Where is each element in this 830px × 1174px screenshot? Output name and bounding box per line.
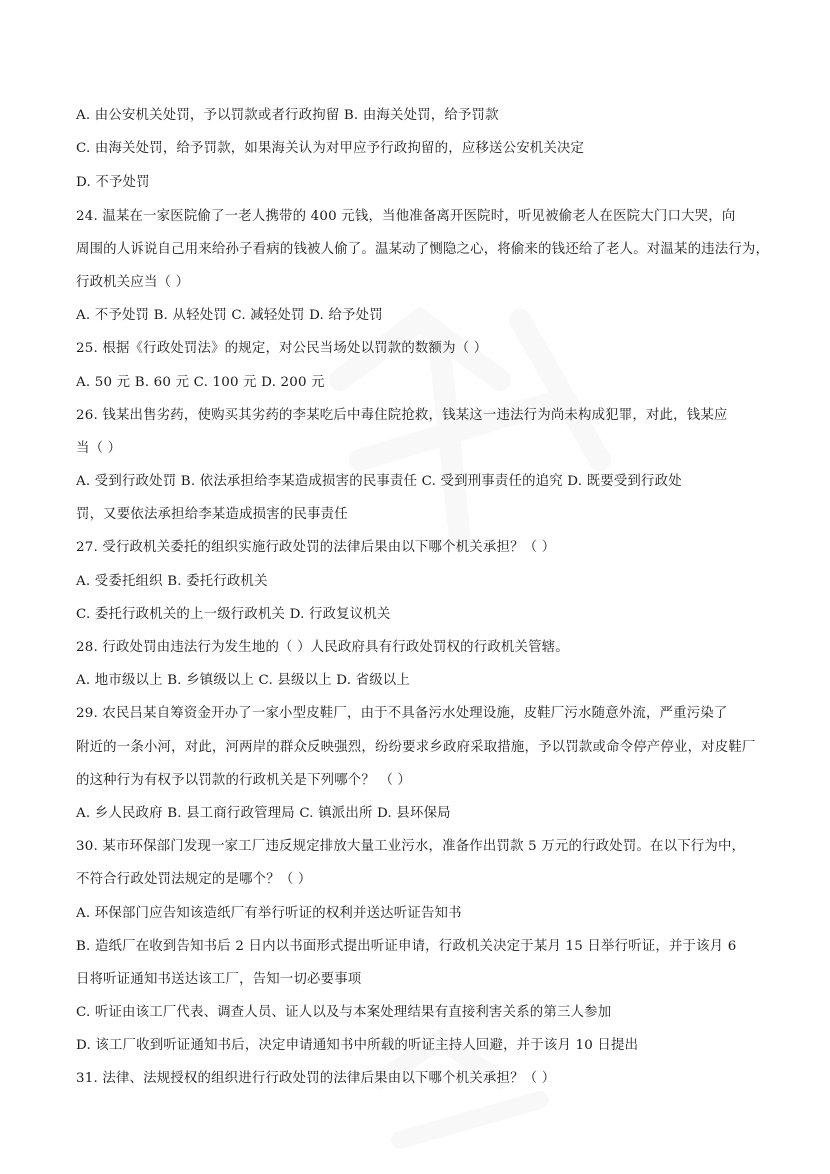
option-30-a: A. 环保部门应告知该造纸厂有举行听证的权利并送达听证告知书	[76, 906, 462, 921]
question-30-line-1: 30. 某市环保部门发现一家工厂违反规定排放大量工业污水，准备作出罚款 5 万元的行政处罚。在以下行为中，	[76, 839, 746, 854]
option-30-b-line-1: B. 造纸厂在收到告知书后 2 日内以书面形式提出听证申请，行政机关决定于某月 15 日举行听证，并于该月 6	[76, 939, 737, 954]
question-26-line-2: 当（ ）	[76, 441, 122, 456]
options-27-line-2: C. 委托行政机关的上一级行政机关 D. 行政复议机关	[76, 607, 391, 622]
option-line-23-d: D. 不予处罚	[76, 175, 150, 190]
question-24-line-1: 24. 温某在一家医院偷了一老人携带的 400 元钱，当他准备离开医院时，听见被偷老人在医院大门口大哭，向	[76, 209, 736, 224]
question-24-line-2: 周围的人诉说自己用来给孙子看病的钱被人偷了。温某动了恻隐之心，将偷来的钱还给了老人。对温某的违法行为，	[76, 242, 770, 257]
options-24: A. 不予处罚 B. 从轻处罚 C. 减轻处罚 D. 给予处罚	[76, 308, 383, 323]
question-29-line-3: 的这种行为有权予以罚款的行政机关是下列哪个？ （ ）	[76, 773, 412, 788]
options-27-line-1: A. 受委托组织 B. 委托行政机关	[76, 574, 268, 589]
question-29-line-1: 29. 农民吕某自筹资金开办了一家小型皮鞋厂，由于不具备污水处理设施，皮鞋厂污水随意外流，严重污染了	[76, 706, 728, 721]
question-26-line-1: 26. 钱某出售劣药，使购买其劣药的李某吃后中毒住院抢救，钱某这一违法行为尚未构成犯罪，对此，钱某应	[76, 408, 728, 423]
options-26-line-2: 罚，又要依法承担给李某造成损害的民事责任	[76, 507, 348, 522]
question-31: 31. 法律、法规授权的组织进行行政处罚的法律后果由以下哪个机关承担？（ ）	[76, 1071, 556, 1086]
question-29-line-2: 附近的一条小河，对此，河两岸的群众反映强烈，纷纷要求乡政府采取措施，予以罚款或命令停产停业，对皮鞋厂	[76, 740, 756, 755]
option-line-23-ab: A. 由公安机关处罚，予以罚款或者行政拘留 B. 由海关处罚，给予罚款	[76, 108, 499, 123]
question-30-line-2: 不符合行政处罚法规定的是哪个？（ ）	[76, 872, 312, 887]
question-24-line-3: 行政机关应当（ ）	[76, 275, 190, 290]
question-28: 28. 行政处罚由违法行为发生地的（ ）人民政府具有行政处罚权的行政机关管辖。	[76, 640, 569, 655]
option-30-c: C. 听证由该工厂代表、调查人员、证人以及与本案处理结果有直接利害关系的第三人参加	[76, 1005, 612, 1020]
options-26-line-1: A. 受到行政处罚 B. 依法承担给李某造成损害的民事责任 C. 受到刑事责任的追究 D. 既要受到行政处	[76, 474, 682, 489]
question-27: 27. 受行政机关委托的组织实施行政处罚的法律后果由以下哪个机关承担？（ ）	[76, 540, 556, 555]
option-30-d: D. 该工厂收到听证通知书后，决定申请通知书中所载的听证主持人回避，并于该月 10 日提出	[76, 1038, 639, 1053]
options-29: A. 乡人民政府 B. 县工商行政管理局 C. 镇派出所 D. 县环保局	[76, 806, 451, 821]
options-28: A. 地市级以上 B. 乡镇级以上 C. 县级以上 D. 省级以上	[76, 673, 410, 688]
option-30-b-line-2: 日将听证通知书送达该工厂，告知一切必要事项	[76, 972, 362, 987]
option-line-23-c: C. 由海关处罚，给予罚款，如果海关认为对甲应予行政拘留的，应移送公安机关决定	[76, 141, 585, 156]
options-25: A. 50 元 B. 60 元 C. 100 元 D. 200 元	[76, 375, 325, 390]
question-25: 25. 根据《行政处罚法》的规定，对公民当场处以罚款的数额为（ ）	[76, 341, 488, 356]
